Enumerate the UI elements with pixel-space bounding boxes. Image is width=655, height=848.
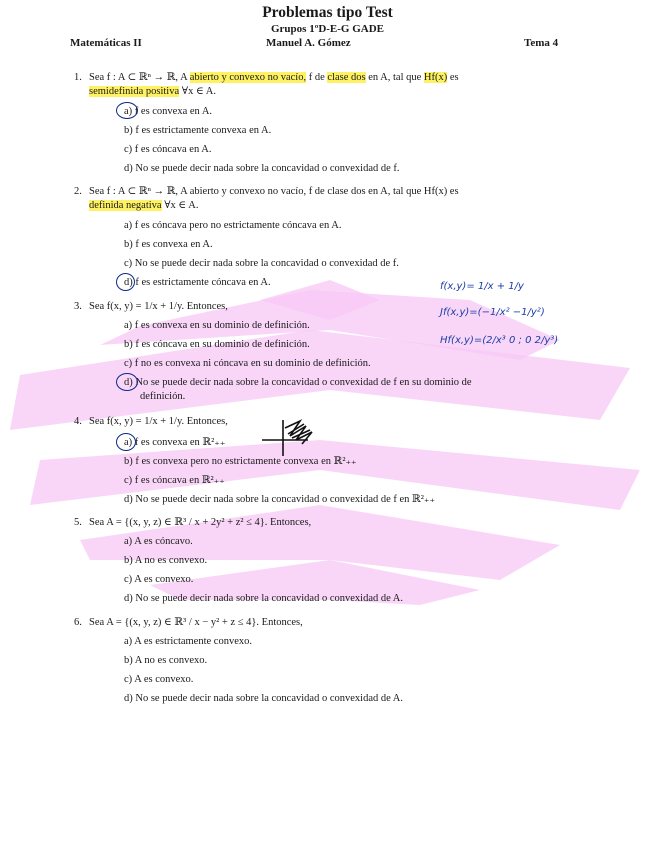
q6-option-c[interactable]: c) A es convexo. — [124, 674, 194, 685]
question-5-number: 5. — [74, 517, 82, 528]
q3-option-d-cont: definición. — [140, 391, 186, 402]
q5-option-a[interactable]: a) A es cóncavo. — [124, 536, 193, 547]
q1-option-d[interactable]: d) No se puede decir nada sobre la concavidad o convexidad de f. — [124, 163, 400, 174]
question-5-text: Sea A = {(x, y, z) ∈ ℝ³ / x + 2y² + z² ≤ 4}. Entonces, — [89, 517, 312, 528]
q3-option-b[interactable]: b) f es cóncava en su dominio de definición. — [124, 339, 310, 350]
q4-option-d[interactable]: d) No se puede decir nada sobre la concavidad o convexidad de f en ℝ²₊₊ — [124, 494, 436, 505]
q5-option-c[interactable]: c) A es convexo. — [124, 574, 194, 585]
q5-option-d[interactable]: d) No se puede decir nada sobre la concavidad o convexidad de A. — [124, 593, 404, 604]
document-subtitle: Grupos 1ºD-E-G GADE — [270, 23, 385, 35]
q5-option-b[interactable]: b) A no es convexo. — [124, 555, 208, 566]
question-2-number: 2. — [74, 186, 82, 197]
author-label: Manuel A. Gómez — [266, 37, 351, 49]
q1-option-b[interactable]: b) f es estrictamente convexa en A. — [124, 125, 272, 136]
q3-option-a[interactable]: a) f es convexa en su dominio de definición. — [124, 320, 310, 331]
question-4-number: 4. — [74, 416, 82, 427]
question-1-text: Sea f : A ⊂ ℝⁿ → ℝ, A abierto y convexo no vacío, f de clase dos en A, tal que Hf(x) es — [89, 72, 459, 83]
handwritten-note-hessian: Hf(x,y)=(2/x³ 0 ; 0 2/y³) — [440, 335, 559, 346]
q4-option-b[interactable]: b) f es convexa pero no estrictamente convexa en ℝ²₊₊ — [124, 456, 357, 467]
question-3-number: 3. — [74, 301, 82, 312]
question-6-text: Sea A = {(x, y, z) ∈ ℝ³ / x − y² + z ≤ 4}. Entonces, — [89, 617, 303, 628]
q1-option-a[interactable]: a) f es convexa en A. — [124, 106, 213, 117]
subject-label: Matemáticas II — [70, 37, 142, 49]
q1-option-c[interactable]: c) f es cóncava en A. — [124, 144, 212, 155]
question-6-number: 6. — [74, 617, 82, 628]
question-1-number: 1. — [74, 72, 82, 83]
q2-option-c[interactable]: c) No se puede decir nada sobre la concavidad o convexidad de f. — [124, 258, 399, 269]
q2-option-d[interactable]: d) f es estrictamente cóncava en A. — [124, 277, 271, 288]
question-2-text: Sea f : A ⊂ ℝⁿ → ℝ, A abierto y convexo no vacío, f de clase dos en A, tal que Hf(x) es — [89, 186, 459, 197]
q6-option-d[interactable]: d) No se puede decir nada sobre la concavidad o convexidad de A. — [124, 693, 404, 704]
q4-option-a[interactable]: a) f es convexa en ℝ²₊₊ — [124, 437, 226, 448]
question-1-text-cont: semidefinida positiva ∀x ∈ A. — [89, 86, 216, 97]
handwritten-note-jacobian: Jf(x,y)=(−1/x² −1/y²) — [440, 307, 545, 318]
q2-option-b[interactable]: b) f es convexa en A. — [124, 239, 213, 250]
topic-label: Tema 4 — [524, 37, 559, 49]
question-2-text-cont: definida negativa ∀x ∈ A. — [89, 200, 199, 211]
q3-option-c[interactable]: c) f no es convexa ni cóncava en su dominio de definición. — [124, 358, 371, 369]
question-4-text: Sea f(x, y) = 1/x + 1/y. Entonces, — [89, 416, 228, 427]
q6-option-a[interactable]: a) A es estrictamente convexo. — [124, 636, 252, 647]
q6-option-b[interactable]: b) A no es convexo. — [124, 655, 208, 666]
q4-option-c[interactable]: c) f es cóncava en ℝ²₊₊ — [124, 475, 225, 486]
handwritten-note-function: f(x,y)= 1/x + 1/y — [440, 281, 524, 292]
q3-option-d[interactable]: d) No se puede decir nada sobre la concavidad o convexidad de f en su dominio de — [124, 377, 472, 388]
document-title: Problemas tipo Test — [262, 4, 393, 21]
q2-option-a[interactable]: a) f es cóncava pero no estrictamente cóncava en A. — [124, 220, 342, 231]
question-3-text: Sea f(x, y) = 1/x + 1/y. Entonces, — [89, 301, 228, 312]
